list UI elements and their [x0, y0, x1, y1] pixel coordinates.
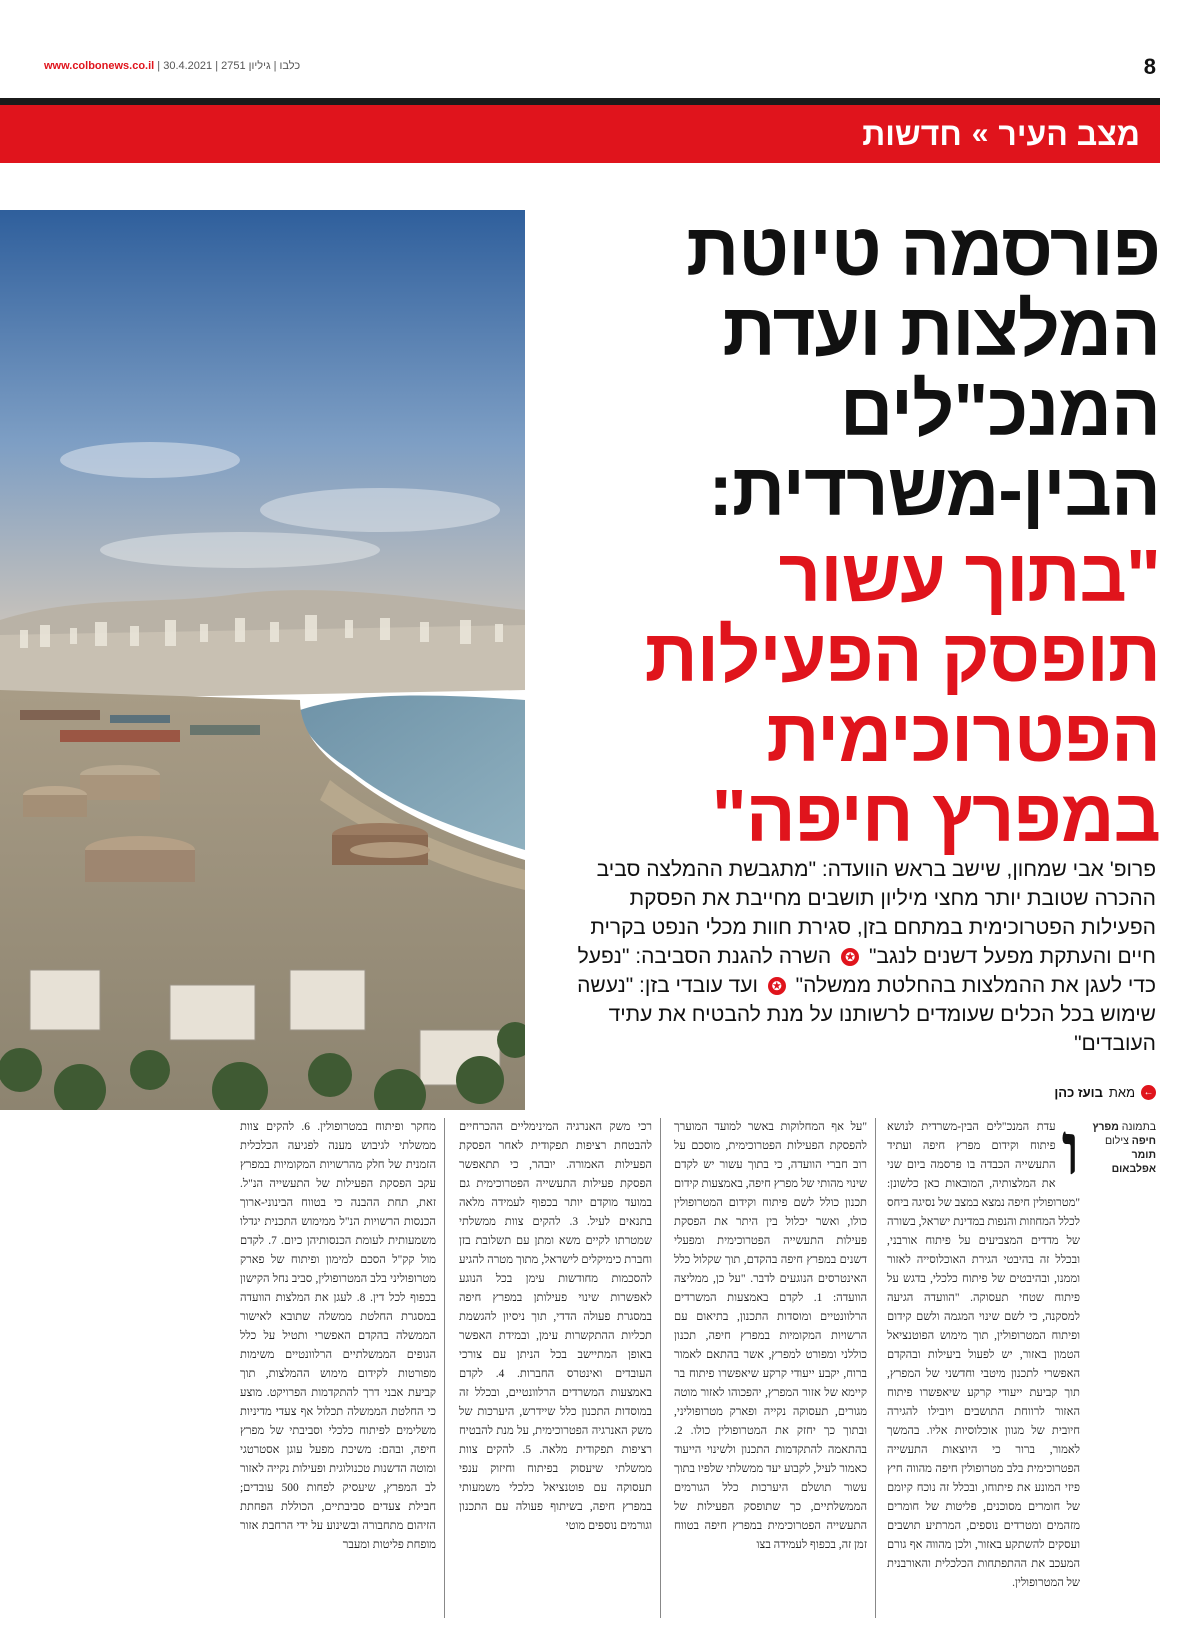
page-number: 8 [1143, 54, 1156, 79]
chevron-icon: » [971, 117, 989, 150]
caption-credit-label: צילום [1104, 1135, 1129, 1147]
headline-line: הבין-משרדית: [708, 448, 1160, 531]
caption-photographer: תומר אפלבאום [1111, 1149, 1156, 1175]
website-link[interactable]: www.colbonews.co.il [44, 60, 155, 72]
headline-line: המלצות ועדת [722, 288, 1160, 371]
section-title: מצב העיר [998, 115, 1140, 152]
issue-info: כלבו | גיליון 2751 | 30.4.2021 [163, 60, 301, 72]
column-divider [444, 1118, 445, 1618]
body-text: רכי משק האנרגיה המינימליים ההכרחיים להבטחת רציפות תפקודית לאחר הפסקת הפעילות האמורה. יובהר, כי תתאפשר הפסקת פעילות התעשייה הפטרוכימית גם במועד מוקדם יותר בכפוף לעמידה מלאה בתנאים לעיל. 3. להקים צוות ממשלתי שמטרתו לקיים משא ומתן עם תשלובת בזן וחברת כימיקלים לישראל, מתוך מטרה להגיע להסכמות מחודשות עימן בכל הנוגע לאפשרות שינוי פעילותן במפרץ חיפה במסגרת פעולה הדדי, תוך ניסיון להגשמת תכליות ההתקשרות עימן, ובמידת האפשר באופן המתיישב בכל הניתן עם צורכי העובדים ואינטרס החברות. 4. לקדם באמצעות המשרדים הרלוונטיים, ובכלל זה במוסדות התכנון כלל שיידרש, היערכות של משק האנרגיה הפטרוכימית, על מנת להבטיח רציפות תפקודית מלאה. 5. להקים צוות ממשלתי שיעסוק בפיתוח וחיזוק ענפי תעסוקה עם פוטנציאל כלכלי משמעותי במפרץ חיפה, בשיתוף פעולה עם התכנון וגורמים נוספים מוטי [459, 1121, 653, 1532]
deck [574, 855, 1156, 1058]
body-text: מחקר ופיתוח במטרופולין. 6. להקים צוות ממשלתי לגיבוש מענה לפגיעה הכלכלית הזמנית של חלק מהרשויות המקומיות במפרץ עקב הפסקת הפעילות של התעשייה הנ"ל. זאת, תחת ההבנה כי בטווח הבינוני-ארוך הכנסות הרשויות הנ"ל ממימוש התכנית יגדלו משמעותית לעומת הכנסותיהן כיום. 7. לקדם מול קק"ל הסכם למימון ופיתוח של פארק מטרופוליני בלב המטרופולין, סביב נחל הקישון בכפוף לכל דין. 8. לעגן את המלצות הוועדה במסגרת החלטת ממשלה שתובא לאישור הממשלה בהקדם האפשרי ותטיל על כלל הגופים הממשלתיים הרלוונטיים משימות מפורטות לקידום מימוש ההמלצות, תוך קביעת אבני דרך להתקדמות הפרויקט. מוצע כי החלטת הממשלה תכלול אף צעדי מדיניות משלימים לפיתוח כלכלי וסביבתי של מפרץ חיפה, ובהם: משיכת מפעל עוגן אסטרטגי ומוטה הדשנות טכנולוגית ופעילות נקייה לאזור לב המפרץ, שיעסיק לפחות 500 עובדים; חבילת צעדים סביבתיים, הכוללת הפחתת הזיהום מתחבורה ובשינוע על ידי הרחבת אזור מופחת פליטות ומעבר [240, 1121, 437, 1551]
headline-line: פורסמה טיוטת [686, 208, 1160, 291]
headline-quote-line: "בתוך עשור [778, 534, 1160, 617]
headline-quote-line: תופסק הפעילות [644, 614, 1160, 697]
haifa-bay-photo [0, 210, 525, 1110]
photo-caption [1088, 1120, 1156, 1176]
body-text: "על אף המחלוקות באשר למועד המוערך להפסקת הפעילות הפטרוכימית, מוסכם על רוב חברי הוועדה, כי בתוך עשור יש לקדם שינוי מהותי של מפרץ חיפה, באמצעות קידום תכנון כולל לשם פיתוח וקידום המטרופולין כולו, ואשר יכלול בין היתר את הפסקת פעילות התעשייה הפטרוכימית ומפעלי דשנים במפרץ חיפה בהקדם, תוך שקלול כלל האינטרסים הנוגעים לדבר. "על כן, ממליצה הוועדה: 1. לקדם באמצעות המשרדים הרלוונטיים ומוסדות התכנון, בתיאום עם הרשויות המקומיות במפרץ חיפה, תכנון כוללני ומפורט למפרץ, אשר בהתאם לאמור ברוח, יקבע ייעודי קרקע שיאפשרו פיתוח בר קיימא של אזור המפרץ, יהפכוהו לאזור מוטה מגורים, תעסוקה נקייה ופארק מטרופוליני, ובתוך כך יחזק את המטרופולין כולו. 2. בהתאמה להתקדמות התכנון ולשינוי הייעוד כאמור לעיל, לקבוע יעד ממשלתי שלפיו בתוך עשור תושלם היערכות כלל הגורמים הממשלתיים, כך שתופסק הפעילות של התעשייה הפטרוכימית במפרץ חיפה בטווח זמן זה, בכפוף לעמידה בצו [674, 1121, 867, 1551]
byline-author: בועז כהן [1054, 1085, 1103, 1100]
caption-subject: מפרץ חיפה [1092, 1121, 1156, 1147]
top-rule [0, 98, 1160, 105]
caption-prefix: בתמונה [1121, 1121, 1156, 1133]
photo-illustration [0, 210, 525, 1110]
headline-quote-line: הפטרוכימית [766, 694, 1160, 777]
deck-part-2: השרה להגנת הסביבה: "נפעל כדי לעגן את ההמלצות בהחלטת ממשלה" [577, 945, 1156, 997]
body-column-4 [240, 1118, 436, 1555]
body-column-1 [887, 1110, 1080, 1593]
body-column-2 [674, 1118, 867, 1555]
body-text: עדת המנכ"לים הבין-משרדית לנושא פיתוח וקידום מפרץ חיפה ועתיד התעשייה הכבדה בו פרסמה ביום שני את המלצותיה, המובאות כאן כלשונן: "מטרופולין חיפה נמצא במצב של נסיגה ביחס לכלל המחוזות והנפות במדינת ישראל, בשורה של מדדים המצביעים על פיתוח אורבני, ובכלל זה בהיבטי הגירת האוכלוסייה לאזור וממנו, ובהיבטים של פיתוח כלכלי, בדגש על פיתוח שטחי תעסוקה. "הוועדה הגיעה למסקנה, כי לשם שינוי המגמה ולשם קידום ופיתוח המטרופולין, תוך מימוש הפוטנציאל הטמון באזור, יש לפעול ביעילות ובהקדם האפשרי לתכנון מיטבי וחדשני של המפרץ, תוך קביעת ייעודי קרקע שיאפשרו פיתוח האזור לרווחת התושבים ויובילו להגירה חיובית של מגוון אוכלוסיות אליו. בהמשך לאמור, ברור כי היוצאות התעשייה הפטרוכימית בלב מטרופולין חיפה מהווה חיץ פיזי המונע את פיתוחו, ובכלל זה נוכח קיומם של חומרים מסוכנים, פליטות של חומרים מזהמים ומטרדים נוספים, המרתיע תושבים ועסקים להשתקע באזור, ולכן מהווה אף גורם המעכב את ההתפתחות הכלכלית והאורבנית של המטרופולין. [887, 1121, 1080, 1589]
byline [1054, 1085, 1156, 1100]
deck-part-3: ועד עובדי בזן: "נעשה שימוש בכל הכלים שעומדים לרשותנו על מנת להבטיח את עתיד העובדים" [577, 974, 1156, 1055]
drop-cap: ו [1061, 1110, 1080, 1190]
deck-part-1: פרופ' אבי שמחון, שישב בראש הוועדה: "מתגבשת ההמלצה סביב ההכרה שטובת יותר מחצי מיליון תושבים מחייבת את הפסקת הפעילות הפטרוכימית במתחם בזן, סגירת חוות מכלי הנפט בקרית חיים והעתקת מפעל דשנים לנגב" [590, 858, 1156, 968]
section-band [0, 105, 1160, 163]
issue-meta: www.colbonews.co.il | כלבו | גיליון 2751 | 30.4.2021 [44, 60, 301, 72]
star-icon: ✪ [768, 977, 786, 995]
headline [580, 210, 1160, 856]
arrow-icon: ← [1141, 1085, 1156, 1100]
column-divider [660, 1118, 661, 1618]
subsection-title: חדשות [862, 115, 962, 152]
headline-quote-line: במפרץ חיפה" [711, 774, 1160, 857]
star-icon: ✪ [841, 948, 859, 966]
column-divider [875, 1118, 876, 1618]
body-column-3 [459, 1118, 652, 1536]
byline-prefix: מאת [1108, 1085, 1135, 1100]
headline-line: המנכ"לים [839, 368, 1160, 451]
